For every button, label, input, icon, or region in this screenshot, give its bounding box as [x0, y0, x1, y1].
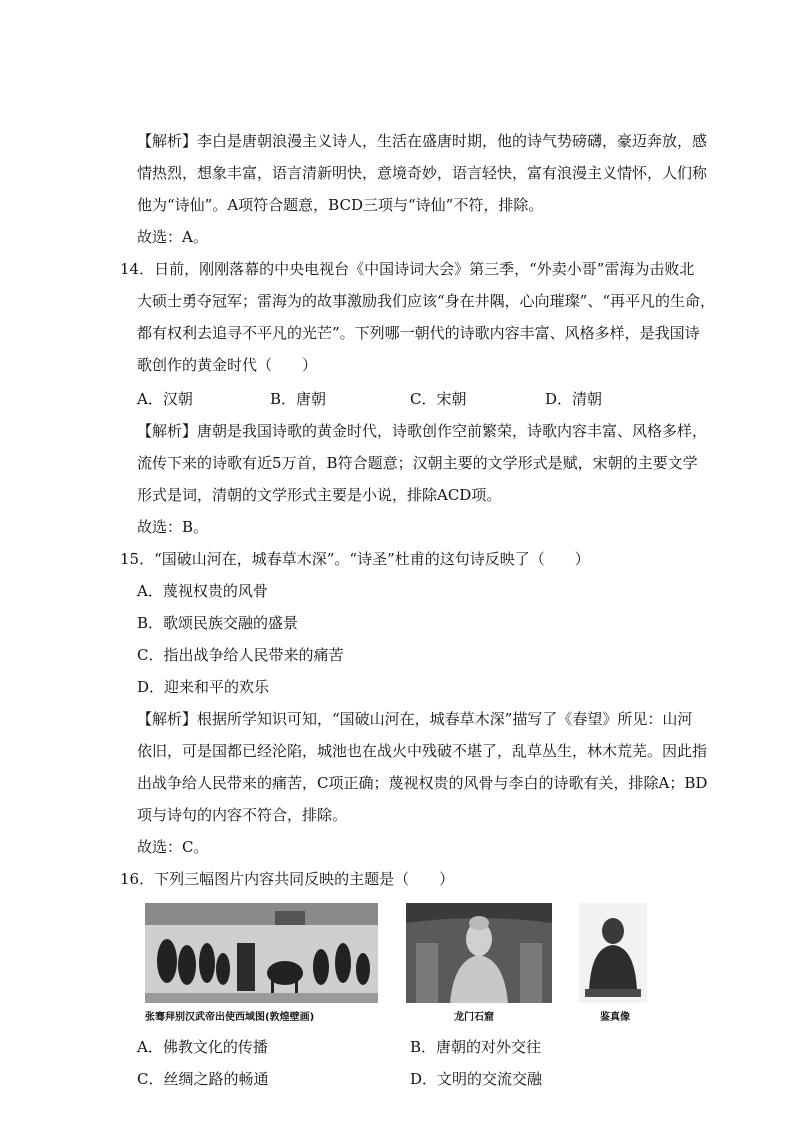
- q14-option-c: C．宋朝: [410, 390, 467, 408]
- jianzhen-statue-caption: 鉴真像: [600, 1012, 630, 1023]
- q15-analysis-line-1: 【解析】根据所学知识可知，“国破山河在，城春草木深”描写了《春望》所见：山河: [137, 710, 693, 728]
- dunhuang-mural-caption: 张骞拜别汉武帝出使西域图(敦煌壁画): [145, 1012, 315, 1023]
- q15-analysis-line-2: 依旧，可是国都已经沦陷，城池也在战火中残破不堪了，乱草丛生，林木荒芜。因此指: [137, 742, 708, 760]
- q16-option-c: C．丝绸之路的畅通: [137, 1070, 269, 1088]
- q14-analysis-line-1: 【解析】唐朝是我国诗歌的黄金时代，诗歌创作空前繁荣，诗歌内容丰富、风格多样，: [137, 422, 708, 440]
- q14-stem-line-2: 大硕士勇夺冠军；雷海为的故事激励我们应该“身在井隅，心向璀璨”、“再平凡的生命，: [137, 292, 716, 310]
- q16-stem: 16．下列三幅图片内容共同反映的主题是（ ）: [120, 870, 455, 888]
- q15-option-c: C．指出战争给人民带来的痛苦: [137, 646, 344, 664]
- q13-analysis-line-3: 他为“诗仙”。A项符合题意，BCD三项与“诗仙”不符，排除。: [137, 196, 544, 214]
- q15-stem: 15．“国破山河在，城春草木深”。“诗圣”杜甫的这句诗反映了（ ）: [120, 550, 590, 568]
- q14-analysis-line-3: 形式是词，清朝的文学形式主要是小说，排除ACD项。: [137, 486, 502, 504]
- longmen-grottoes-image: [406, 903, 552, 1003]
- q16-option-d: D．文明的交流交融: [410, 1070, 543, 1088]
- q15-analysis-line-4: 项与诗句的内容不符合，排除。: [137, 806, 348, 824]
- q15-answer: 故选：C。: [137, 838, 209, 856]
- q15-option-b: B．歌颂民族交融的盛景: [137, 614, 299, 632]
- q14-option-d: D．清朝: [545, 390, 603, 408]
- q16-option-a: A．佛教文化的传播: [137, 1038, 268, 1056]
- q14-answer: 故选：B。: [137, 518, 209, 536]
- q13-answer: 故选：A。: [137, 228, 208, 246]
- q14-analysis-line-2: 流传下来的诗歌有近5万首，B符合题意；汉朝主要的文学形式是赋，宋朝的主要文学: [137, 454, 698, 472]
- q16-option-b: B．唐朝的对外交往: [410, 1038, 542, 1056]
- q14-stem-line-1: 14．日前，刚刚落幕的中央电视台《中国诗词大会》第三季，“外卖小哥”雷海为击败北: [120, 260, 695, 278]
- q15-analysis-line-3: 出战争给人民带来的痛苦，C项正确；蔑视权贵的风骨与李白的诗歌有关，排除A；BD: [137, 774, 708, 792]
- q14-stem-line-4: 歌创作的黄金时代（ ）: [137, 356, 318, 374]
- q15-option-a: A．蔑视权贵的风骨: [137, 582, 268, 600]
- jianzhen-statue-image: [579, 903, 647, 1003]
- dunhuang-mural-image: [145, 903, 378, 1003]
- longmen-grottoes-caption: 龙门石窟: [454, 1012, 494, 1023]
- q14-stem-line-3: 都有权利去追寻不平凡的光芒”。下列哪一朝代的诗歌内容丰富、风格多样，是我国诗: [137, 324, 700, 342]
- q13-analysis-line-1: 【解析】李白是唐朝浪漫主义诗人，生活在盛唐时期，他的诗气势磅礴，豪迈奔放，感: [137, 132, 708, 150]
- q15-option-d: D．迎来和平的欢乐: [137, 678, 270, 696]
- q13-analysis-line-2: 情热烈，想象丰富，语言清新明快，意境奇妙，语言轻快，富有浪漫主义情怀，人们称: [137, 164, 708, 182]
- q14-option-a: A．汉朝: [137, 390, 193, 408]
- q14-option-b: B．唐朝: [270, 390, 327, 408]
